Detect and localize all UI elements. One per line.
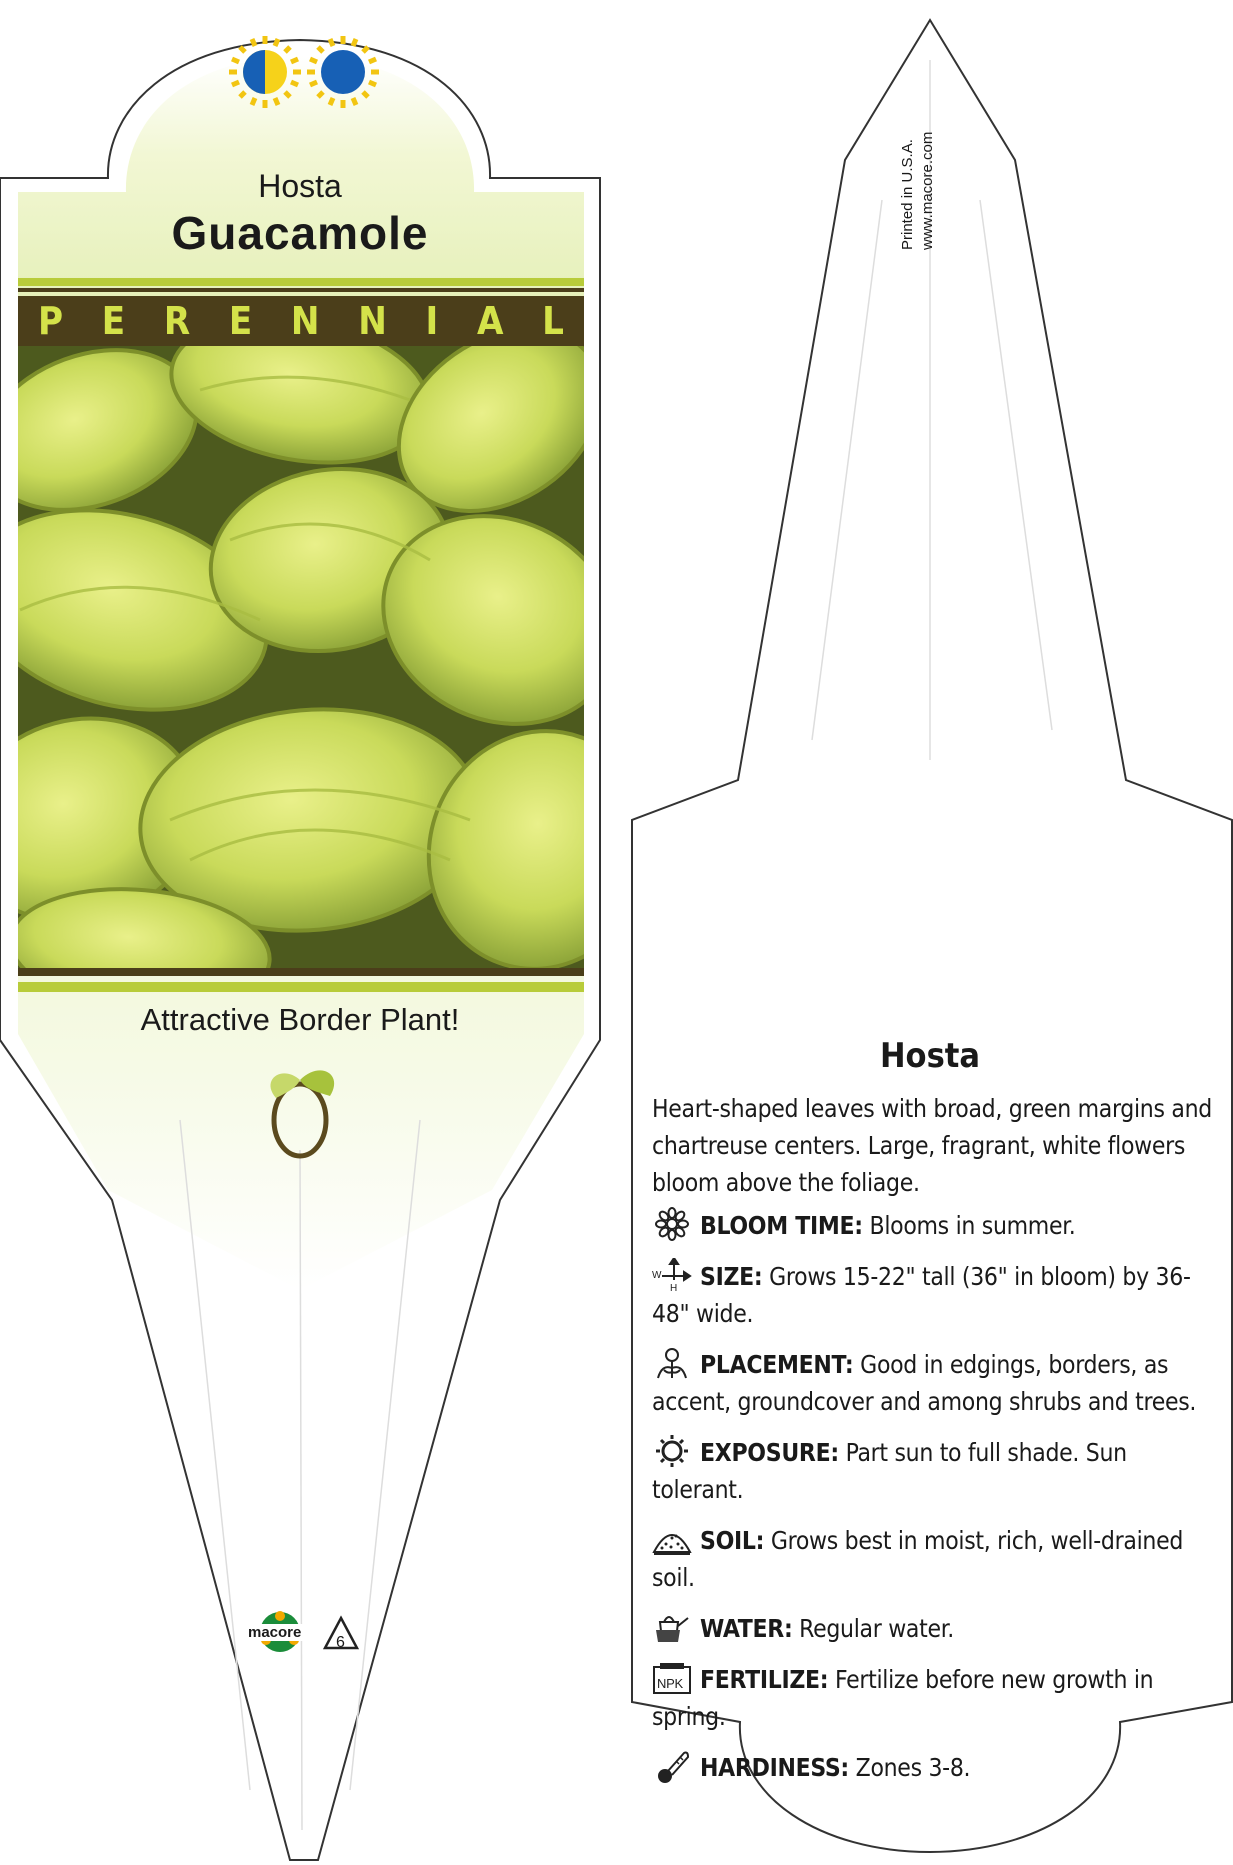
plant-cultivar: Guacamole bbox=[171, 207, 429, 259]
category-letter: N bbox=[290, 299, 320, 343]
plant-genus: Hosta bbox=[258, 168, 342, 204]
band-rule bbox=[18, 982, 584, 992]
placement-plant-icon bbox=[652, 1346, 692, 1378]
care-label: BLOOM TIME: bbox=[700, 1211, 863, 1240]
care-text: Grows 15-22" tall (36" in bloom) by 36-48" wide. bbox=[652, 1262, 1191, 1328]
care-info bbox=[652, 1090, 1212, 1800]
category-letter: E bbox=[101, 299, 126, 343]
care-text: Blooms in summer. bbox=[869, 1211, 1076, 1240]
size-icon-width-letter: W bbox=[652, 1270, 662, 1281]
category-letter: E bbox=[228, 299, 253, 343]
care-row-bloom bbox=[652, 1207, 1212, 1244]
sun-outline-icon bbox=[652, 1434, 692, 1466]
category-letter: R bbox=[163, 299, 191, 343]
back-title: Hosta bbox=[879, 1036, 981, 1076]
soil-pile-icon bbox=[652, 1522, 692, 1554]
care-label: FERTILIZE: bbox=[700, 1665, 829, 1694]
care-row-hardiness bbox=[652, 1749, 1212, 1786]
watering-can-icon bbox=[652, 1610, 692, 1642]
care-text: Grows best in moist, rich, well-drained soil. bbox=[652, 1526, 1184, 1592]
thermometer-icon bbox=[652, 1749, 692, 1781]
imprint-country: Printed in U.S.A. bbox=[899, 139, 916, 250]
band-rule bbox=[18, 968, 584, 976]
npk-bag-label: NPK bbox=[657, 1676, 683, 1691]
care-text: Zones 3-8. bbox=[855, 1753, 971, 1782]
size-icon-height-letter: H bbox=[670, 1283, 677, 1292]
care-row-fertilize bbox=[652, 1661, 1212, 1735]
band-rule bbox=[18, 288, 584, 292]
plant-description: Heart-shaped leaves with broad, green margins and chartreuse centers. Large, fragrant, white flowers bloom above the foliage. bbox=[652, 1094, 1212, 1197]
care-label: WATER: bbox=[700, 1614, 793, 1643]
care-row-placement bbox=[652, 1346, 1212, 1420]
care-label: HARDINESS: bbox=[700, 1753, 849, 1782]
care-text: Fertilize before new growth in spring. bbox=[652, 1665, 1154, 1731]
size-arrows-icon bbox=[652, 1258, 692, 1290]
hosta-photo bbox=[0, 291, 684, 1021]
category-letter: I bbox=[425, 299, 439, 343]
category-letter: L bbox=[542, 299, 564, 343]
care-label: SIZE: bbox=[700, 1262, 763, 1291]
care-row-size bbox=[652, 1258, 1212, 1332]
band-rule bbox=[18, 278, 584, 286]
care-row-water bbox=[652, 1610, 1212, 1647]
care-row-soil bbox=[652, 1522, 1212, 1596]
tagline: Attractive Border Plant! bbox=[140, 1002, 460, 1037]
brand-name: macore bbox=[248, 1624, 302, 1641]
care-text: Regular water. bbox=[799, 1614, 954, 1643]
care-label: PLACEMENT: bbox=[700, 1350, 854, 1379]
care-label: SOIL: bbox=[700, 1526, 765, 1555]
care-row-exposure bbox=[652, 1434, 1212, 1508]
imprint-website: www.macore.com bbox=[919, 131, 936, 250]
flower-icon bbox=[652, 1207, 692, 1239]
imprint bbox=[898, 90, 958, 250]
category-letter: N bbox=[358, 299, 387, 343]
recycle-code: 6 bbox=[336, 1634, 345, 1651]
care-label: EXPOSURE: bbox=[700, 1438, 839, 1467]
category-band bbox=[18, 296, 584, 346]
category-letter: P bbox=[38, 299, 64, 343]
care-text: Part sun to full shade. Sun tolerant. bbox=[652, 1438, 1127, 1504]
category-letter: A bbox=[476, 299, 504, 343]
npk-bag-icon bbox=[652, 1661, 692, 1693]
care-text: Good in edgings, borders, as accent, groundcover and among shrubs and trees. bbox=[652, 1350, 1197, 1416]
